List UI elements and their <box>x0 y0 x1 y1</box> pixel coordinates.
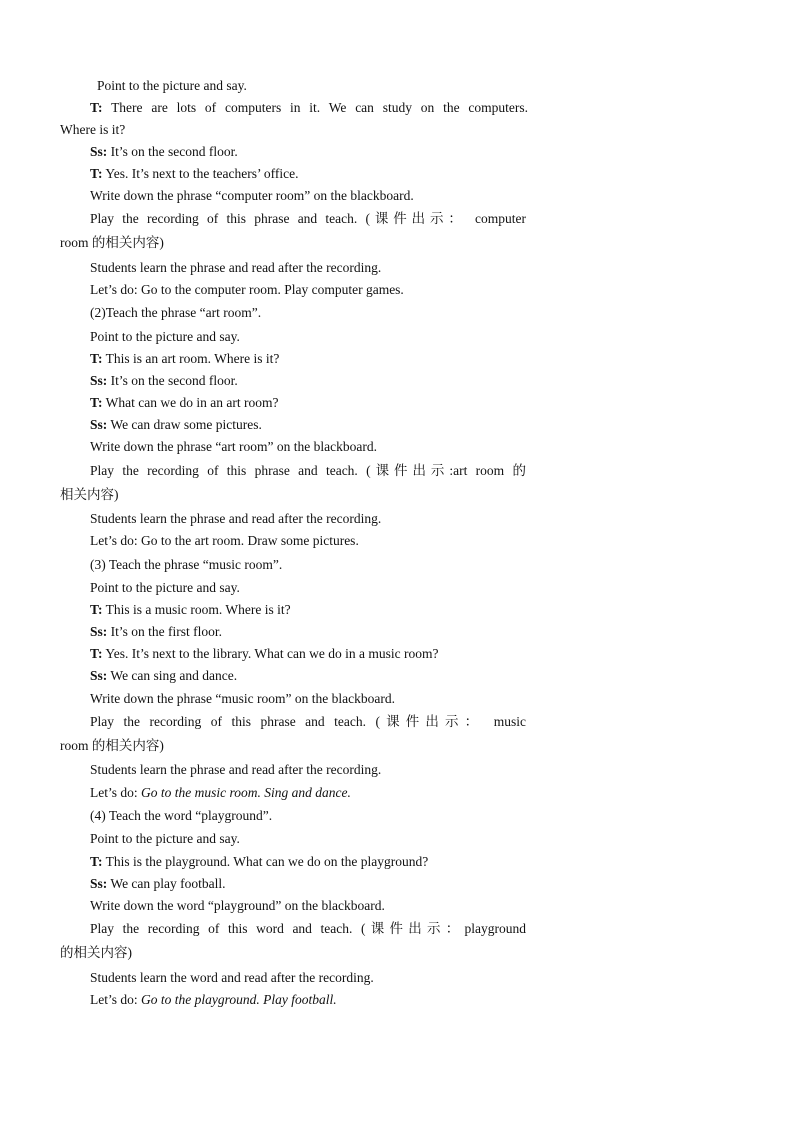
text-line: Ss: We can play football. <box>90 876 226 891</box>
text-line: (4) Teach the word “playground”. <box>90 808 273 823</box>
text-line: Write down the word “playground” on the blackboard. <box>90 898 385 913</box>
text-line: room 的相关内容) <box>60 235 164 250</box>
text-line: T: What can we do in an art room? <box>90 395 279 410</box>
text-line: Ss: We can draw some pictures. <box>90 417 262 432</box>
text-line: 的相关内容) <box>60 945 132 960</box>
text-line: room 的相关内容) <box>60 738 164 753</box>
text-line: Point to the picture and say. <box>90 831 240 846</box>
italic-example: Go to the music room. Sing and dance. <box>141 785 351 800</box>
speaker-label: T: <box>90 100 103 115</box>
text-line: Write down the phrase “art room” on the blackboard. <box>90 439 377 454</box>
text-line: Students learn the word and read after the recording. <box>90 970 374 985</box>
text-line: (2)Teach the phrase “art room”. <box>90 305 262 320</box>
speaker-label: T: <box>90 395 103 410</box>
text-line: Write down the phrase “music room” on the blackboard. <box>90 691 395 706</box>
speaker-label: Ss: <box>90 668 108 683</box>
text-line: Students learn the phrase and read after the recording. <box>90 511 382 526</box>
text-line: T: This is an art room. Where is it? <box>90 351 280 366</box>
text-line: Students learn the phrase and read after the recording. <box>90 762 382 777</box>
text-line: Play the recording of this phrase and teach. (课件出示： music <box>90 714 526 729</box>
text-line: Let’s do: Go to the playground. Play football. <box>90 992 337 1007</box>
speaker-label: Ss: <box>90 144 108 159</box>
text-line: Ss: It’s on the first floor. <box>90 624 223 639</box>
text-line: Play the recording of this word and teach. (课件出示：playground <box>90 921 526 936</box>
text-line: Point to the picture and say. <box>90 580 240 595</box>
text-line: T: Yes. It’s next to the library. What can we do in a music room? <box>90 646 439 661</box>
speaker-label: T: <box>90 854 103 869</box>
text-line: Let’s do: Go to the music room. Sing and dance. <box>90 785 351 800</box>
text-line: T: This is the playground. What can we do on the playground? <box>90 854 429 869</box>
text-line: Students learn the phrase and read after the recording. <box>90 260 382 275</box>
text-line: Play the recording of this phrase and teach. (课件出示:art room 的 <box>90 463 526 478</box>
text-line: (3) Teach the phrase “music room”. <box>90 557 283 572</box>
text-line: Where is it? <box>60 122 126 137</box>
speaker-label: T: <box>90 351 103 366</box>
text-line: 相关内容) <box>60 487 119 502</box>
text-line: T: Yes. It’s next to the teachers’ office. <box>90 166 299 181</box>
text-line: Point to the picture and say. <box>90 329 240 344</box>
italic-example: Go to the playground. Play football. <box>141 992 337 1007</box>
speaker-label: Ss: <box>90 876 108 891</box>
speaker-label: T: <box>90 602 103 617</box>
text-line: Ss: It’s on the second floor. <box>90 373 238 388</box>
text-line: T: This is a music room. Where is it? <box>90 602 291 617</box>
text-line: Let’s do: Go to the computer room. Play computer games. <box>90 282 404 297</box>
speaker-label: Ss: <box>90 373 108 388</box>
text-line: T: There are lots of computers in it. We can study on the computers. <box>90 100 528 115</box>
speaker-label: T: <box>90 166 103 181</box>
text-line: Write down the phrase “computer room” on the blackboard. <box>90 188 414 203</box>
speaker-label: Ss: <box>90 417 108 432</box>
text-line: Point to the picture and say. <box>97 78 247 93</box>
text-line: Ss: We can sing and dance. <box>90 668 238 683</box>
text-line: Let’s do: Go to the art room. Draw some pictures. <box>90 533 359 548</box>
text-line: Ss: It’s on the second floor. <box>90 144 238 159</box>
speaker-label: T: <box>90 646 103 661</box>
speaker-label: Ss: <box>90 624 108 639</box>
text-line: Play the recording of this phrase and teach. (课件出示： computer <box>90 211 526 226</box>
